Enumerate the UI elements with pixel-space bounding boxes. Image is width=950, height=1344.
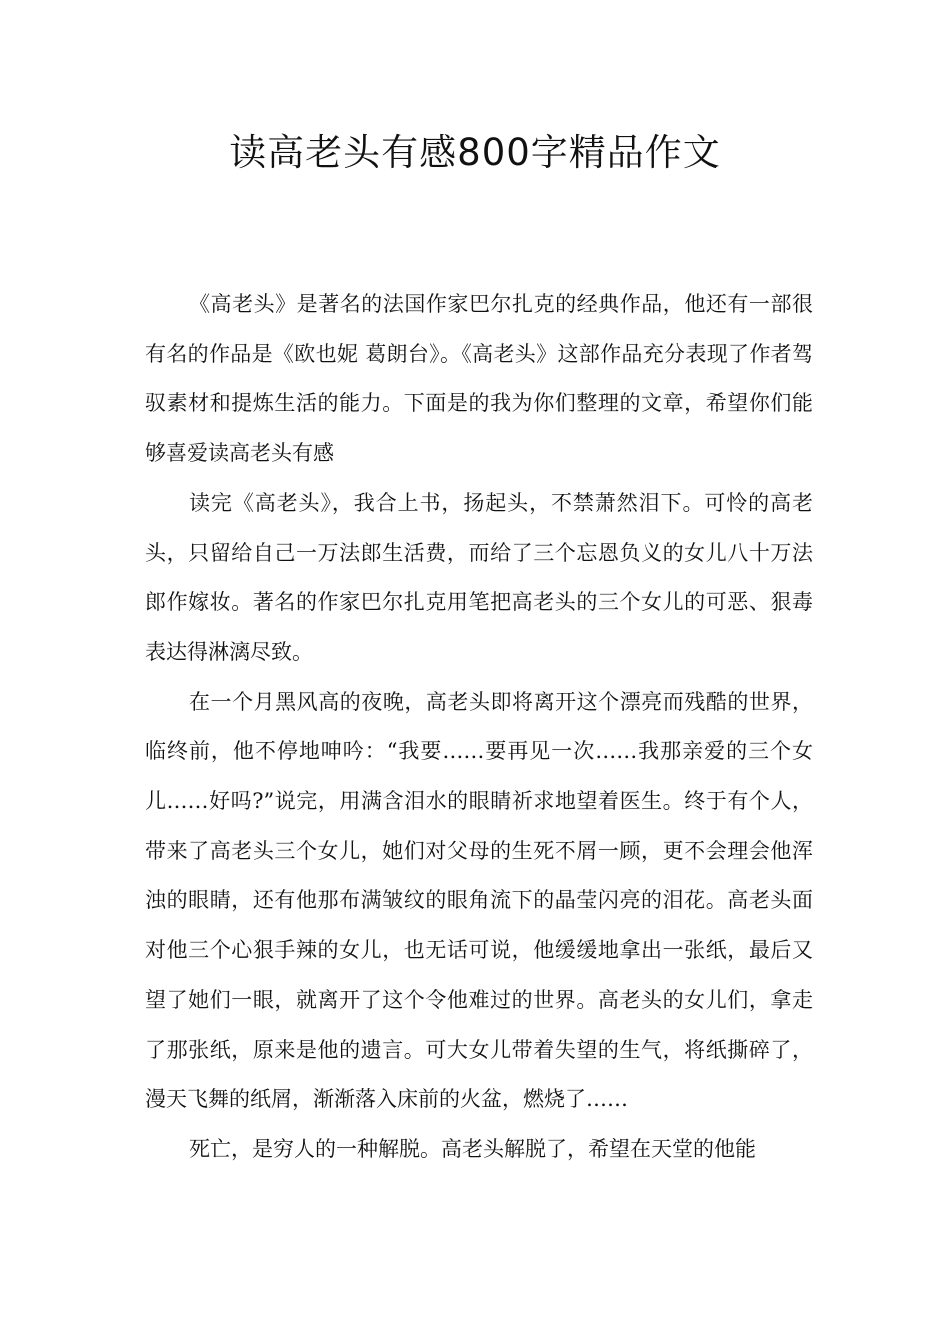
article-body [145,280,813,1175]
paragraph-intro: 《高老头》是著名的法国作家巴尔扎克的经典作品，他还有一部很有名的作品是《欧也妮 葛朗台》。《高老头》这部作品充分表现了作者驾驭素材和提炼生活的能力。下面是的我为你们整理的文章，希望你们能够喜爱读高老头有感 [145,292,813,466]
paragraph-deathbed: 在一个月黑风高的夜晚，高老头即将离开这个漂亮而残酷的世界，临终前，他不停地呻吟：“我要……要再见一次……我那亲爱的三个女儿……好吗?”说完，用满含泪水的眼睛祈求地望着医生。终于有个人，带来了高老头三个女儿，她们对父母的生死不屑一顾，更不会理会他浑浊的眼睛，还有他那布满皱纹的眼角流下的晶莹闪亮的泪花。高老头面对他三个心狠手辣的女儿，也无话可说，他缓缓地拿出一张纸，最后又望了她们一眼，就离开了这个令他难过的世界。高老头的女儿们，拿走了那张纸，原来是他的遗言。可大女儿带着失望的生气，将纸撕碎了，漫天飞舞的纸屑，渐渐落入床前的火盆，燃烧了…… [145,689,813,1112]
page-title: 读高老头有感800字精品作文 [229,131,721,174]
paragraph-death: 死亡，是穷人的一种解脱。高老头解脱了，希望在天堂的他能 [189,1136,756,1161]
paragraph-reading: 读完《高老头》，我合上书，扬起头，不禁萧然泪下。可怜的高老头，只留给自己一万法郎生活费，而给了三个忘恩负义的女儿八十万法郎作嫁妆。著名的作家巴尔扎克用笔把高老头的三个女儿的可恶、狠毒表达得淋漓尽致。 [145,490,813,664]
